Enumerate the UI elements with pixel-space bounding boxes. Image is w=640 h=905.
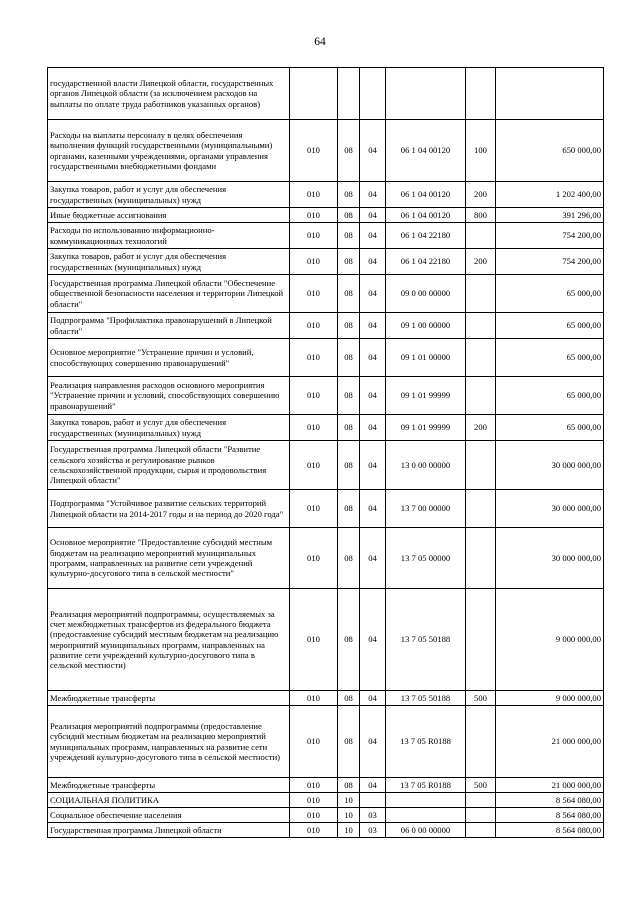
row-ministry-code: 010	[290, 275, 338, 313]
row-target-article	[386, 68, 466, 120]
row-section-code: 08	[338, 208, 360, 223]
row-expense-type: 500	[466, 778, 496, 793]
table-row	[48, 441, 604, 490]
row-target-article: 13 0 00 00000	[386, 441, 466, 490]
row-section-code: 08	[338, 441, 360, 490]
row-subsection-code: 04	[360, 275, 386, 313]
row-expense-type	[466, 706, 496, 778]
row-amount: 9 000 000,00	[496, 691, 604, 706]
row-target-article: 13 7 05 R0188	[386, 778, 466, 793]
row-subsection-code: 03	[360, 808, 386, 823]
row-expense-type	[466, 275, 496, 313]
row-ministry-code: 010	[290, 120, 338, 182]
row-section-code: 10	[338, 793, 360, 808]
row-expense-type	[466, 441, 496, 490]
row-target-article: 06 1 04 22180	[386, 223, 466, 249]
row-subsection-code: 04	[360, 441, 386, 490]
row-subsection-code: 04	[360, 208, 386, 223]
row-amount: 30 000 000,00	[496, 528, 604, 589]
table-row	[48, 589, 604, 691]
row-name: СОЦИАЛЬНАЯ ПОЛИТИКА	[48, 793, 290, 808]
row-section-code: 08	[338, 223, 360, 249]
row-subsection-code: 04	[360, 589, 386, 691]
row-amount	[496, 68, 604, 120]
row-section-code: 10	[338, 823, 360, 838]
row-section-code: 08	[338, 490, 360, 528]
row-target-article: 13 7 05 R0188	[386, 706, 466, 778]
row-subsection-code: 04	[360, 490, 386, 528]
row-expense-type: 200	[466, 182, 496, 208]
table-row	[48, 313, 604, 339]
row-subsection-code: 04	[360, 377, 386, 415]
row-expense-type	[466, 589, 496, 691]
row-ministry-code: 010	[290, 691, 338, 706]
row-name: Социальное обеспечение населения	[48, 808, 290, 823]
row-amount: 30 000 000,00	[496, 490, 604, 528]
row-target-article: 06 1 04 00120	[386, 208, 466, 223]
row-amount: 65 000,00	[496, 275, 604, 313]
table-row	[48, 778, 604, 793]
table-row	[48, 339, 604, 377]
row-section-code: 08	[338, 313, 360, 339]
row-expense-type	[466, 823, 496, 838]
table-row	[48, 691, 604, 706]
row-expense-type	[466, 528, 496, 589]
row-amount: 65 000,00	[496, 339, 604, 377]
row-subsection-code: 04	[360, 778, 386, 793]
row-target-article: 09 1 01 99999	[386, 377, 466, 415]
row-section-code: 08	[338, 120, 360, 182]
row-target-article: 09 1 01 99999	[386, 415, 466, 441]
row-name: Государственная программа Липецкой области "Развитие сельского хозяйства и регулирование рынков сельскохозяйственной продукции, сырья и продовольствия Липецкой области"	[48, 441, 290, 490]
table-row	[48, 68, 604, 120]
row-section-code: 08	[338, 691, 360, 706]
row-name: Расходы на выплаты персоналу в целях обеспечения выполнения функций государственными (муниципальными) органами, казенными учреждениями, органами управления государственными внебюджетными фондами	[48, 120, 290, 182]
row-ministry-code: 010	[290, 823, 338, 838]
row-subsection-code	[360, 793, 386, 808]
page-number: 64	[314, 36, 326, 48]
row-amount: 8 564 080,00	[496, 823, 604, 838]
row-ministry-code: 010	[290, 706, 338, 778]
row-target-article: 06 1 04 22180	[386, 249, 466, 275]
row-amount: 754 200,00	[496, 249, 604, 275]
row-ministry-code: 010	[290, 377, 338, 415]
row-ministry-code: 010	[290, 808, 338, 823]
row-amount: 9 000 000,00	[496, 589, 604, 691]
row-name: Расходы по использованию информационно-коммуникационных технологий	[48, 223, 290, 249]
row-ministry-code: 010	[290, 778, 338, 793]
table-row	[48, 223, 604, 249]
table-row	[48, 377, 604, 415]
row-subsection-code: 04	[360, 249, 386, 275]
row-expense-type: 800	[466, 208, 496, 223]
row-expense-type	[466, 793, 496, 808]
row-subsection-code: 04	[360, 691, 386, 706]
row-name: Государственная программа Липецкой области	[48, 823, 290, 838]
row-section-code: 08	[338, 778, 360, 793]
row-target-article: 06 1 04 00120	[386, 120, 466, 182]
row-target-article: 09 1 01 00000	[386, 339, 466, 377]
row-subsection-code: 04	[360, 339, 386, 377]
row-expense-type	[466, 223, 496, 249]
row-amount: 1 202 400,00	[496, 182, 604, 208]
row-name: Подпрограмма "Устойчивое развитие сельских территорий Липецкой области на 2014-2017 годы и на период до 2020 года"	[48, 490, 290, 528]
row-target-article: 13 7 00 00000	[386, 490, 466, 528]
row-section-code: 08	[338, 415, 360, 441]
row-ministry-code: 010	[290, 223, 338, 249]
row-amount: 65 000,00	[496, 415, 604, 441]
row-name: государственной власти Липецкой области, государственных органов Липецкой области (за исключением расходов на выплаты по оплате труда работников указанных органов)	[48, 68, 290, 120]
row-expense-type	[466, 808, 496, 823]
row-target-article: 13 7 05 00000	[386, 528, 466, 589]
row-expense-type	[466, 313, 496, 339]
row-ministry-code: 010	[290, 182, 338, 208]
row-name: Закупка товаров, работ и услуг для обеспечения государственных (муниципальных) нужд	[48, 415, 290, 441]
row-name: Закупка товаров, работ и услуг для обеспечения государственных (муниципальных) нужд	[48, 249, 290, 275]
table-row	[48, 808, 604, 823]
row-amount: 21 000 000,00	[496, 778, 604, 793]
row-amount: 754 200,00	[496, 223, 604, 249]
row-subsection-code: 04	[360, 223, 386, 249]
row-ministry-code: 010	[290, 490, 338, 528]
row-section-code: 08	[338, 249, 360, 275]
row-subsection-code: 04	[360, 182, 386, 208]
row-ministry-code: 010	[290, 249, 338, 275]
row-ministry-code: 010	[290, 339, 338, 377]
row-name: Межбюджетные трансферты	[48, 691, 290, 706]
row-subsection-code: 03	[360, 823, 386, 838]
row-expense-type: 100	[466, 120, 496, 182]
row-ministry-code: 010	[290, 528, 338, 589]
row-name: Реализация мероприятий подпрограммы (предоставление субсидий местным бюджетам на реализацию мероприятий муниципальных программ, направленных на развитие сети учреждений культурно-досугового типа в сельской местности)	[48, 706, 290, 778]
row-ministry-code: 010	[290, 208, 338, 223]
row-target-article: 13 7 05 50188	[386, 691, 466, 706]
row-name: Реализация мероприятий подпрограммы, осуществляемых за счет межбюджетных трансфертов из федерального бюджета (предоставление субсидий местным бюджетам на реализацию мероприятий муниципальных программ, направленных на развитие сети учреждений культурно-досугового типа в сельской местности)	[48, 589, 290, 691]
row-target-article: 09 1 00 00000	[386, 313, 466, 339]
table-row	[48, 490, 604, 528]
row-amount: 391 296,00	[496, 208, 604, 223]
row-ministry-code: 010	[290, 313, 338, 339]
row-expense-type	[466, 339, 496, 377]
table-row	[48, 793, 604, 808]
table-row	[48, 120, 604, 182]
row-amount: 65 000,00	[496, 377, 604, 415]
row-expense-type: 200	[466, 415, 496, 441]
row-target-article: 09 0 00 00000	[386, 275, 466, 313]
row-subsection-code: 04	[360, 415, 386, 441]
row-name: Реализация направления расходов основного мероприятия "Устранение причин и условий, способствующих совершению правонарушений"	[48, 377, 290, 415]
row-name: Основное мероприятие "Устранение причин и условий, способствующих совершению правонарушений"	[48, 339, 290, 377]
table-row	[48, 528, 604, 589]
table-row	[48, 208, 604, 223]
row-subsection-code: 04	[360, 120, 386, 182]
row-expense-type	[466, 68, 496, 120]
row-name: Межбюджетные трансферты	[48, 778, 290, 793]
row-section-code: 08	[338, 377, 360, 415]
row-expense-type: 200	[466, 249, 496, 275]
row-name: Государственная программа Липецкой области "Обеспечение общественной безопасности населения и территории Липецкой области"	[48, 275, 290, 313]
row-name: Подпрограмма "Профилактика правонарушений в Липецкой области"	[48, 313, 290, 339]
row-section-code: 08	[338, 528, 360, 589]
row-target-article: 06 1 04 00120	[386, 182, 466, 208]
table-row	[48, 182, 604, 208]
row-section-code: 08	[338, 589, 360, 691]
table-row	[48, 275, 604, 313]
row-subsection-code: 04	[360, 528, 386, 589]
row-target-article: 06 0 00 00000	[386, 823, 466, 838]
row-amount: 21 000 000,00	[496, 706, 604, 778]
budget-table	[47, 67, 604, 838]
row-section-code: 08	[338, 706, 360, 778]
row-expense-type: 500	[466, 691, 496, 706]
row-subsection-code: 04	[360, 313, 386, 339]
row-section-code	[338, 68, 360, 120]
row-expense-type	[466, 490, 496, 528]
table-row	[48, 415, 604, 441]
row-expense-type	[466, 377, 496, 415]
table-row	[48, 249, 604, 275]
row-section-code: 08	[338, 182, 360, 208]
row-amount: 650 000,00	[496, 120, 604, 182]
row-amount: 65 000,00	[496, 313, 604, 339]
row-name: Основное мероприятие "Предоставление субсидий местным бюджетам на реализацию мероприятий муниципальных программ, направленных на развитие сети учреждений культурно-досугового типа в сельской местности"	[48, 528, 290, 589]
row-name: Закупка товаров, работ и услуг для обеспечения государственных (муниципальных) нужд	[48, 182, 290, 208]
row-section-code: 10	[338, 808, 360, 823]
row-ministry-code: 010	[290, 589, 338, 691]
row-ministry-code	[290, 68, 338, 120]
row-target-article	[386, 808, 466, 823]
row-amount: 30 000 000,00	[496, 441, 604, 490]
row-ministry-code: 010	[290, 415, 338, 441]
row-ministry-code: 010	[290, 441, 338, 490]
row-ministry-code: 010	[290, 793, 338, 808]
row-section-code: 08	[338, 339, 360, 377]
row-amount: 8 564 080,00	[496, 793, 604, 808]
row-target-article	[386, 793, 466, 808]
row-name: Иные бюджетные ассигнования	[48, 208, 290, 223]
row-amount: 8 564 080,00	[496, 808, 604, 823]
row-subsection-code	[360, 68, 386, 120]
table-row	[48, 823, 604, 838]
row-subsection-code: 04	[360, 706, 386, 778]
row-target-article: 13 7 05 50188	[386, 589, 466, 691]
table-row	[48, 706, 604, 778]
row-section-code: 08	[338, 275, 360, 313]
